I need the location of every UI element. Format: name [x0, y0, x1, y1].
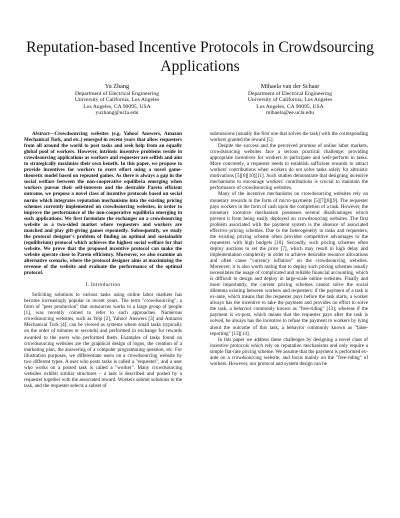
paragraph: submissions (usually the first one that solves the task) with the corresponding workers granted the reward [5]. [210, 131, 368, 144]
author-email: mihaela@ee.ucla.edu [265, 110, 314, 117]
author-2 [205, 84, 375, 117]
author-name: Mihaela van der Schaar [260, 83, 320, 90]
section-heading: I. Introduction [85, 282, 121, 289]
right-column [210, 131, 368, 367]
paragraph: Many of the incentive mechanisms on crowdsourcing websites rely on monetary rewards in the form of micro-payments [5][7][8][9]. The requester pays workers in the form of cash upon the completion of a task. However, the monetary incentive mechanism possesses several disadvantages which prevent it from being easily deployed on crowdsourcing websites. The first problem associated with the payment system is the absence of associated effective pricing schemes. Due to the heterogeneity in tasks and requesters, the existing pricing scheme often provides competitive advantages to the requesters with high budgets [10]. Secondly, such pricing schemes often deploy auctions to set the price [7], which may result in high delay and implementation complexity in order to achieve desirable resource allocations and often cause "currency inflation" on the crowdsourcing websites. Moreover, it is also worth noting that to deploy such pricing schemes usually necessitates the usage of complicated and reliable financial accounting, which is difficult to design and deploy in large-scale online websites. Finally and most importantly, the current pricing schemes cannot solve the social dilemma existing between workers and requesters: if the payment of a task is ex-ante, which means that the requester pays before the task starts, a worker always has the incentive to take the payment and provides no effort to solve the task, a behavior commonly known as "free-riding" [13]; whereas if the payment is ex-post, which means that the requester pays after the task is solved, he always has the incentive to refuse the payment to workers by lying about the outcome of this task, a behavior commonly known as "false-reporting" [13][14]. [210, 191, 368, 337]
author-1 [32, 84, 202, 117]
author-dept: Department of Electrical Engineering [74, 90, 160, 97]
author-city: Los Angeles, CA 90095, USA [83, 103, 151, 110]
author-block [0, 84, 400, 126]
author-dept: Department of Electrical Engineering [247, 90, 333, 97]
abstract-text: —Crowdsourcing websites (e.g. Yahoo! Answers, Amazon Mechanical Turk, and etc.) emerged in recent years that allow requesters from all around the world to post tasks and seek help from an equally global pool of workers. However, intrinsic incentive problems reside in crowdsourcing applications as workers and requester are selfish and aim to strategically maximize their own benefit. In this paper, we propose to provide incentives for workers to exert effort using a novel game-theoretic model based on repeated games. As there is always a gap in the social welfare between the non-cooperative equilibria emerging when workers pursue their self-interests and the desirable Pareto efficient outcome, we propose a novel class of incentive protocols based on social norms which integrates reputation mechanisms into the existing pricing schemes currently implemented on crowdsourcing websites, in order to improve the performance of the non-cooperative equilibria emerging in such applications. We first formulate the exchanges on a crowdsourcing website as a two-sided market where requesters and workers are matched and play gift-giving games repeatedly. Subsequently, we study the protocol designer's problem of finding an optimal and sustainable (equilibrium) protocol which achieves the highest social welfare for that website. We prove that the proposed incentive protocol can make the website operate close to Pareto efficiency. Moreover, we also examine an alternative scenario, where the protocol designer aims at maximizing the revenue of the website and evaluate the performance of the optimal protocol. [24, 131, 182, 277]
author-univ: University of California, Los Angeles [247, 97, 333, 104]
author-email: yuzhang@ucla.edu [95, 110, 139, 117]
paragraph: In this paper we address these challenges by designing a novel class of incentive protocols which rely on reputation mechanisms and only require a simple flat-rate pricing scheme. We assume that the payment is performed ex-ante on a crowdsourcing website, and focus mainly on the "free-riding" of workers. However, our protocol and system design can be [210, 336, 368, 367]
intro-paragraph: Soliciting solutions to various tasks using online labor markets has become increasingly popular in recent years. The term "crowdsourcing", a form of "peer production" that outsources works to a large group of people [1], was recently coined to refer to such approaches. Numerous crowdsourcing websites, such as Yelp [2], Yahoo! Answers [3] and Amazon Mechanical Turk [4], can be viewed as systems where small tasks (typically on the order of minutes or seconds) and performed in exchange for rewards awarded to the users who performed them. Examples of tasks found on crowdsourcing websites are the graphical design of logos, the creation of a marketing plan, the answering of a computer programming question, etc. For illustration purposes, we differentiate users on a crowdsourcing website by two different types. A user who posts tasks is called a "requester", and a user who works on a posted task is called a "worker". Many crowdsourcing websites exhibit similar structures – a task is described and posted by a requester together with the associated reward. Workers submit solutions to the task, and the requester selects a subset of [24, 292, 182, 389]
abstract-label: Abstract [32, 131, 50, 137]
paper-title: Reputation-based Incentive Protocols in Crowdsourcing Applications [26, 39, 374, 75]
author-univ: University of California, Los Angeles [74, 97, 160, 104]
author-city: Los Angeles, CA 90095, USA [256, 103, 324, 110]
paragraph: Despite the success and the perceived promise of online labor markets, crowdsourcing websites face a serious practical challenge: providing appropriate incentives for workers to participate and well-perform in tasks. More concretely, a requester needs to establish sufficient rewards to attract workers' contributions when workers do not solve tasks solely for altruistic motivations [5][6][10][11]. Such studies demonstrate that designing incentive mechanisms to encourage workers' contributions is crucial to maintain the performance of crowdsourcing websites. [210, 143, 368, 192]
author-name: Yu Zhang [104, 83, 130, 90]
abstract [24, 131, 182, 276]
left-column [24, 131, 182, 389]
